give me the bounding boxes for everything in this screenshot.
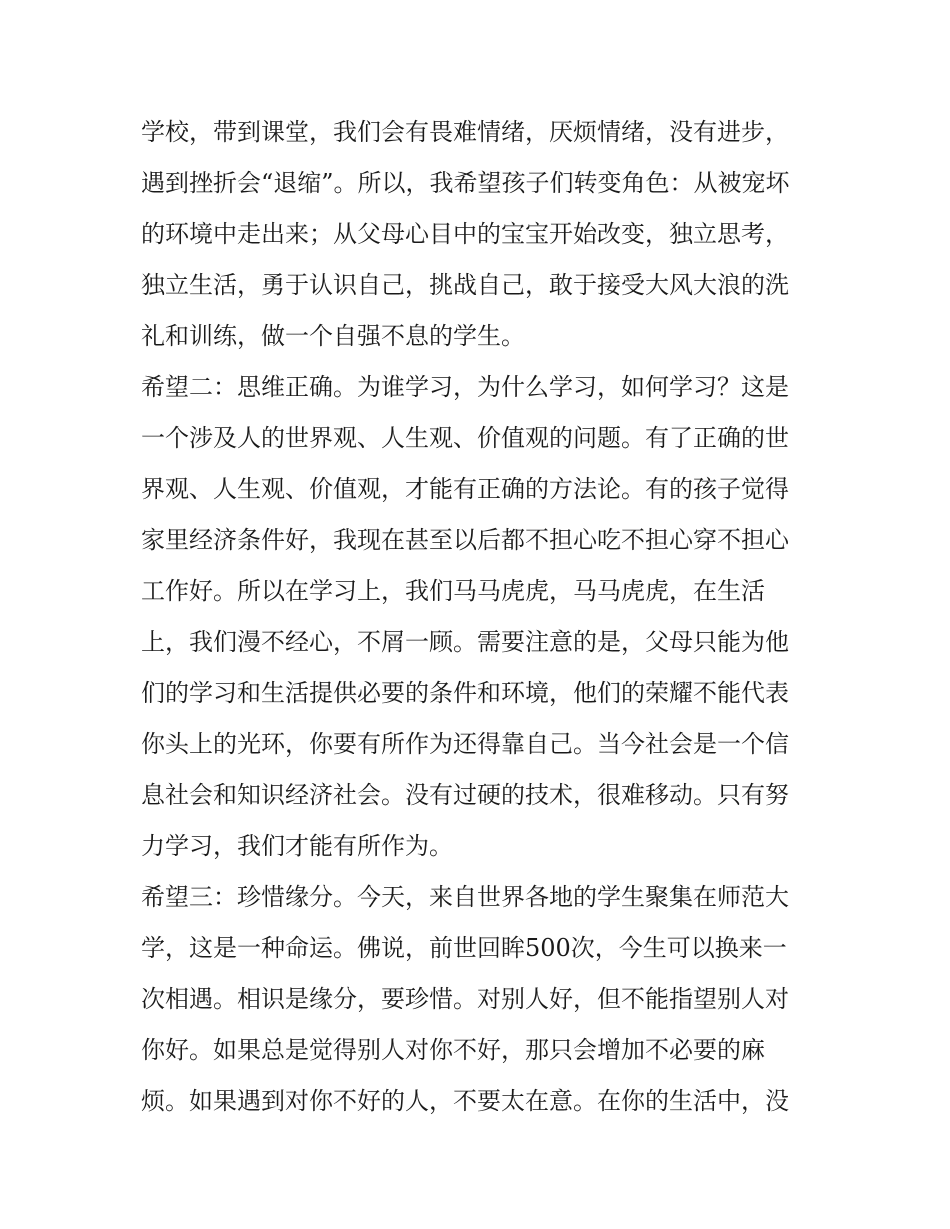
text-line: 你好。如果总是觉得别人对你不好，那只会增加不必要的麻: [141, 1036, 765, 1064]
text-line: 希望二：思维正确。为谁学习，为什么学习，如何学习？这是: [141, 373, 789, 401]
text-line: 遇到挫折会“退缩”。所以，我希望孩子们转变角色：从被宠坏: [141, 169, 790, 197]
text-line: 的环境中走出来；从父母心目中的宝宝开始改变，独立思考，: [141, 220, 789, 248]
text-line: 烦。如果遇到对你不好的人，不要太在意。在你的生活中，没: [141, 1087, 789, 1115]
text-line: 力学习，我们才能有所作为。: [141, 832, 453, 860]
text-line: 希望三：珍惜缘分。今天，来自世界各地的学生聚集在师范大: [141, 883, 789, 911]
text-line: 们的学习和生活提供必要的条件和环境，他们的荣耀不能代表: [141, 679, 789, 707]
text-line: 家里经济条件好，我现在甚至以后都不担心吃不担心穿不担心: [141, 526, 789, 554]
text-line: 礼和训练，做一个自强不息的学生。: [141, 322, 525, 350]
text-line: 次相遇。相识是缘分，要珍惜。对别人好，但不能指望别人对: [141, 985, 789, 1013]
text-line: 你头上的光环，你要有所作为还得靠自己。当今社会是一个信: [141, 730, 789, 758]
body-text: [141, 107, 831, 1127]
text-line: 学校，带到课堂，我们会有畏难情绪，厌烦情绪，没有进步，: [141, 118, 789, 146]
text-line: 学，这是一种命运。佛说，前世回眸500次，今生可以换来一: [141, 934, 787, 962]
text-line: 息社会和知识经济社会。没有过硬的技术，很难移动。只有努: [141, 781, 789, 809]
text-line: 界观、人生观、价值观，才能有正确的方法论。有的孩子觉得: [141, 475, 789, 503]
text-line: 工作好。所以在学习上，我们马马虎虎，马马虎虎，在生活: [141, 577, 765, 605]
text-line: 一个涉及人的世界观、人生观、价值观的问题。有了正确的世: [141, 424, 789, 452]
text-line: 上，我们漫不经心，不屑一顾。需要注意的是，父母只能为他: [141, 628, 789, 656]
text-line: 独立生活，勇于认识自己，挑战自己，敢于接受大风大浪的洗: [141, 271, 789, 299]
